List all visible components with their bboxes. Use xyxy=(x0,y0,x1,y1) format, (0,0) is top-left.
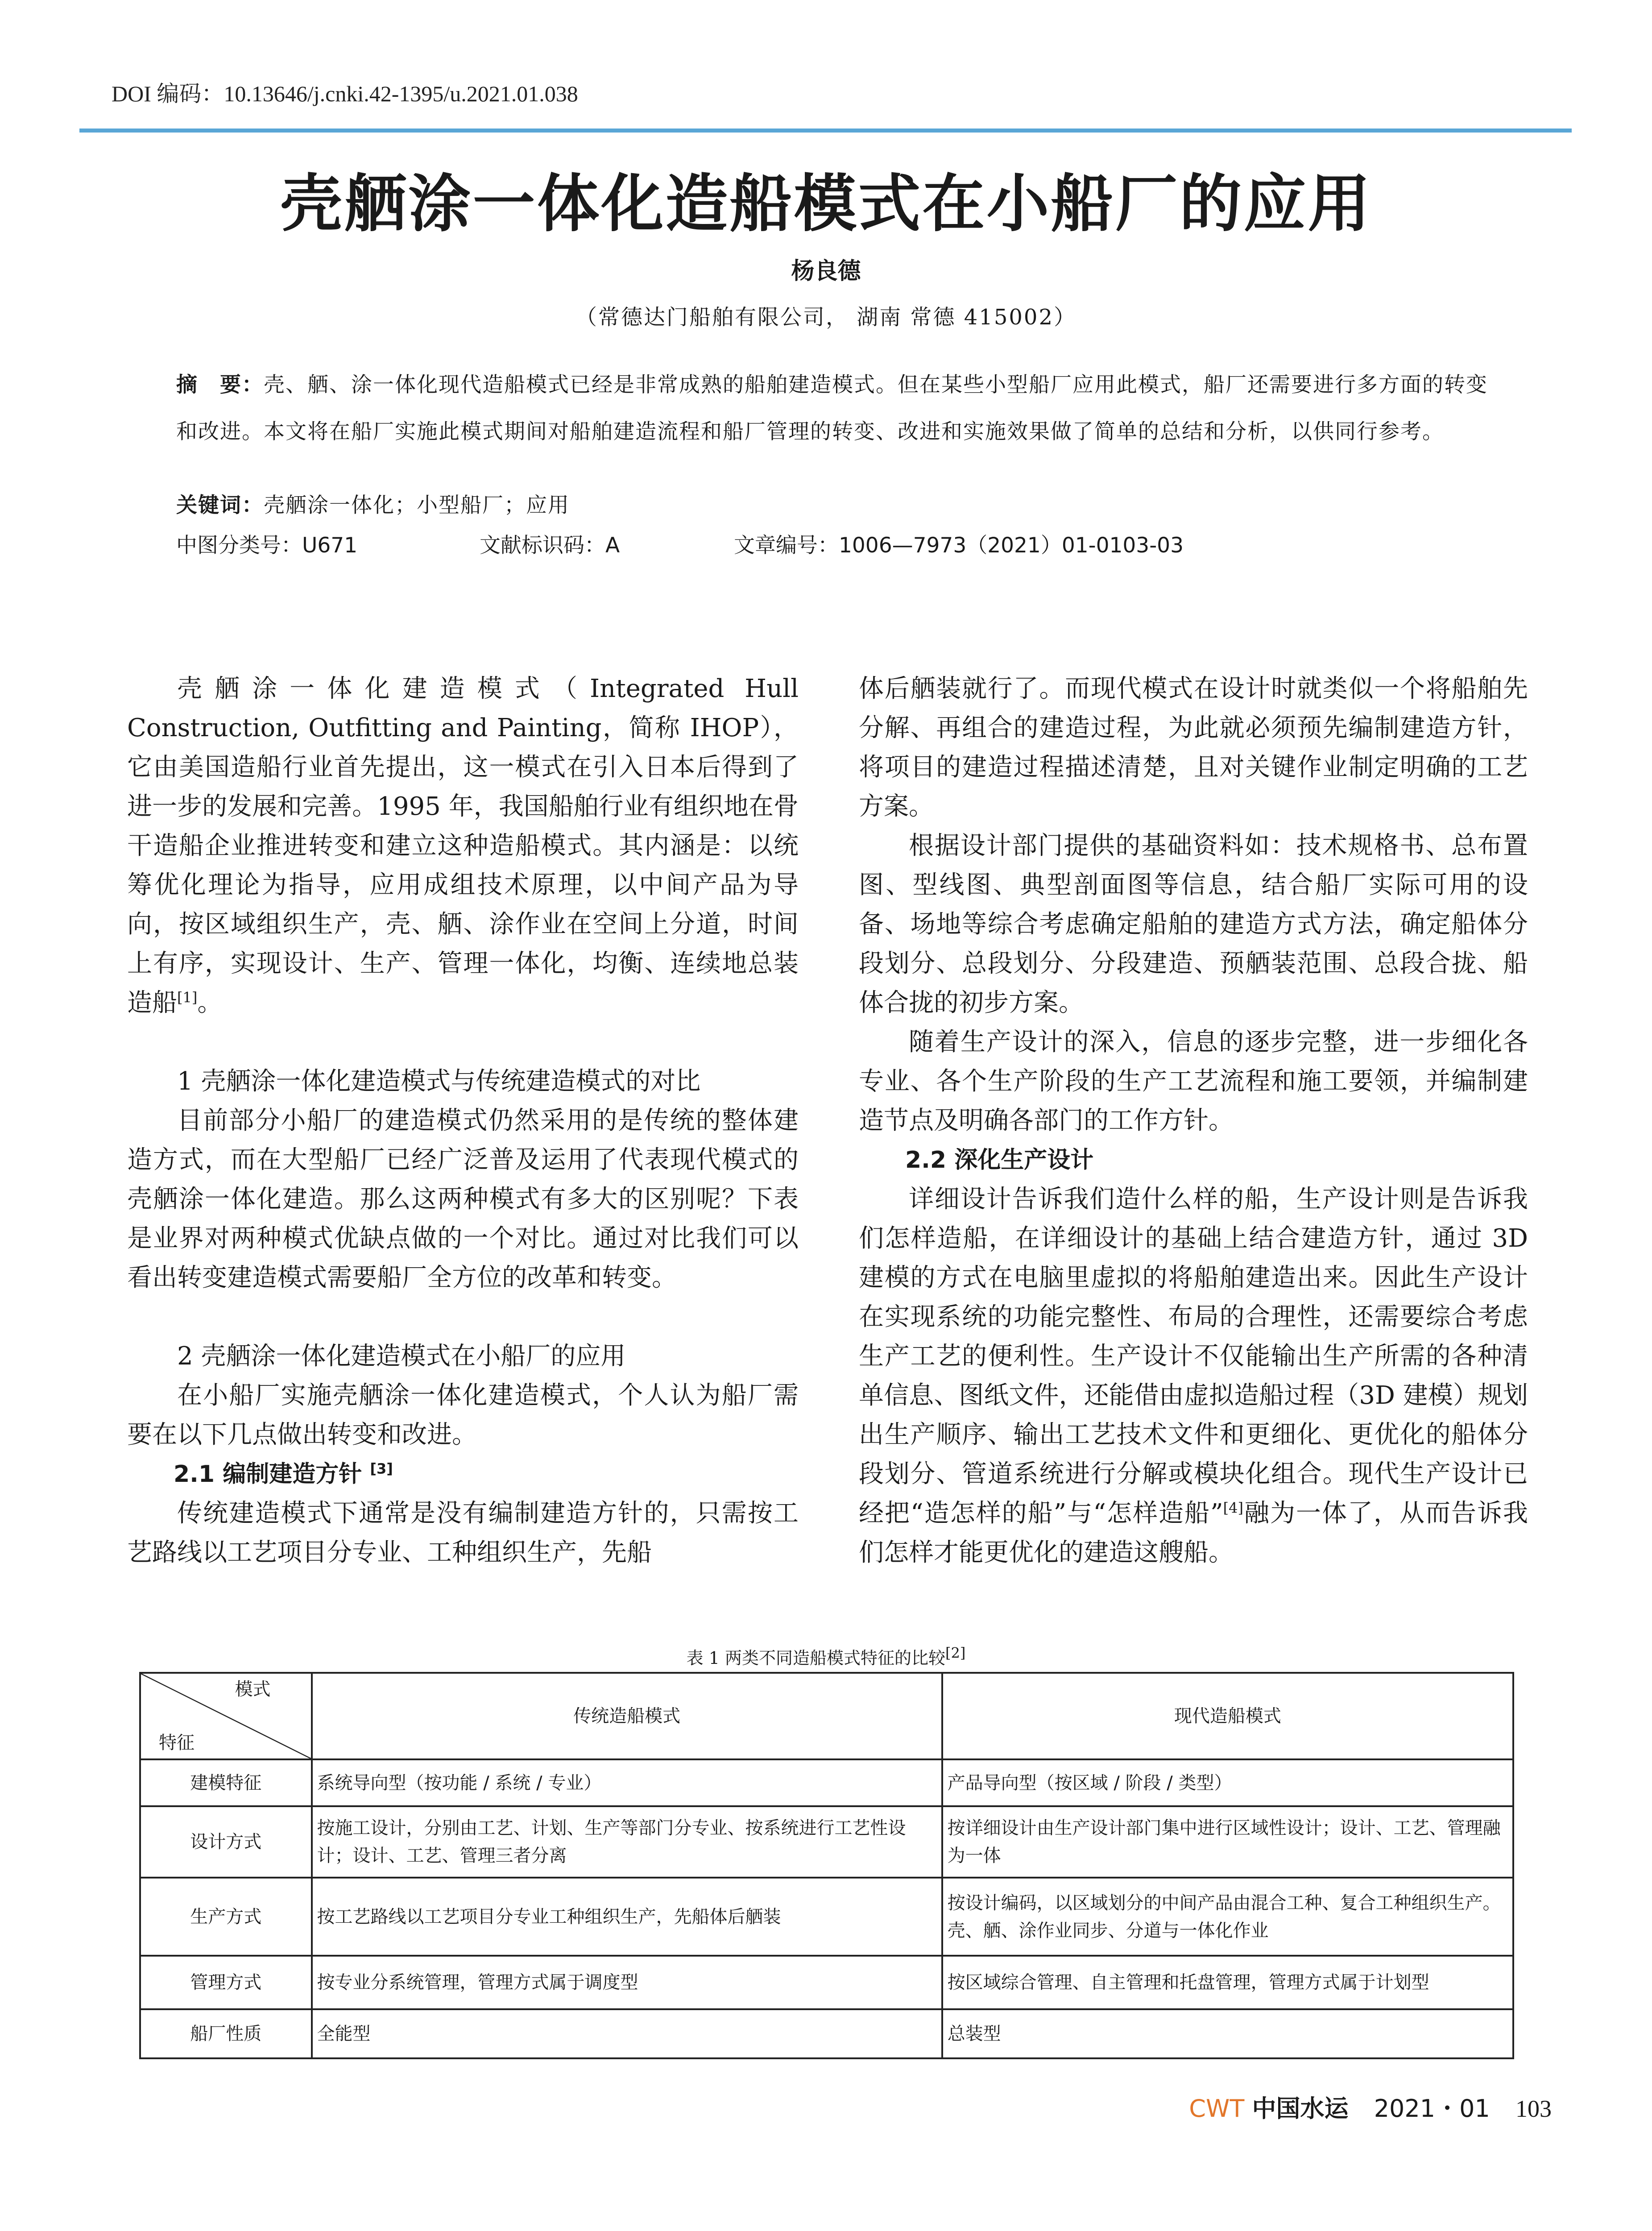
table-cell: 按施工设计，分别由工艺、计划、生产等部门分专业、按系统进行工艺性设计；设计、工艺、管理三者分离 xyxy=(312,1806,942,1878)
table-cell: 按专业分系统管理，管理方式属于调度型 xyxy=(312,1956,942,2009)
header-rule xyxy=(79,129,1572,133)
article-number: 文章编号：1006—7973（2021）01-0103-03 xyxy=(734,533,1184,558)
table-header-traditional: 传统造船模式 xyxy=(312,1673,942,1759)
corner-top-label: 模式 xyxy=(235,1679,271,1700)
doi-line: DOI 编码：10.13646/j.cnki.42-1395/u.2021.01.038 xyxy=(112,81,578,106)
table-cell-feature: 生产方式 xyxy=(140,1878,312,1956)
table-cell: 按区域综合管理、自主管理和托盘管理，管理方式属于计划型 xyxy=(942,1956,1513,2009)
classification-line xyxy=(176,529,1184,559)
table-cell: 按详细设计由生产设计部门集中进行区域性设计；设计、工艺、管理融为一体 xyxy=(942,1806,1513,1878)
abstract-label: 摘 要： xyxy=(176,373,264,397)
continued-paragraph: 体后舾装就行了。而现代模式在设计时就类似一个将船舶先分解、再组合的建造过程，为此就必须预先编制建造方针，将项目的建造过程描述清楚，且对关键作业制定明确的工艺方案。 xyxy=(859,674,1528,821)
section-2-2-heading: 2.2 深化生产设计 xyxy=(905,1147,1094,1174)
table-cell: 产品导向型（按区域 / 阶段 / 类型） xyxy=(942,1759,1513,1806)
paragraph: 根据设计部门提供的基础资料如：技术规格书、总布置图、型线图、典型剖面图等信息，结合船厂实际可用的设备、场地等综合考虑确定船舶的建造方式方法，确定船体分段划分、总段划分、分段建造、预舾装范围、总段合拢、船体合拢的初步方案。 xyxy=(859,831,1528,1017)
intro-paragraph: 壳舾涂一体化建造模式（Integrated Hull Construction, Outfitting and Painting，简称 IHOP），它由美国造船行业首先提出，这一模式在引入日本后得到了进一步的发展和完善。1995 年，我国船舶行业有组织地在骨干造船企业推进转变和建立这种造船模式。其内涵是：以统筹优化理论为指导，应用成组技术原理，以中间产品为导向，按区域组织生产，壳、舾、涂作业在空间上分道，时间上有序，实现设计、生产、管理一体化，均衡、连续地总装造船[1]。 xyxy=(127,674,799,1017)
table-header-modern: 现代造船模式 xyxy=(942,1673,1513,1759)
issue-number: 2021・01 xyxy=(1374,2094,1490,2123)
table-cell: 按工艺路线以工艺项目分专业工种组织生产，先船体后舾装 xyxy=(312,1878,942,1956)
table-cell-feature: 管理方式 xyxy=(140,1956,312,2009)
keywords-text: 壳舾涂一体化；小型船厂；应用 xyxy=(264,493,570,518)
table-corner-cell xyxy=(140,1673,312,1759)
author-name: 杨良德 xyxy=(791,258,861,285)
section-2-paragraph: 在小船厂实施壳舾涂一体化建造模式，个人认为船厂需要在以下几点做出转变和改进。 xyxy=(127,1381,799,1449)
affiliation: （常德达门船舶有限公司， 湖南 常德 415002） xyxy=(575,305,1076,330)
citation-ref: [4] xyxy=(1223,1499,1243,1517)
page-number: 103 xyxy=(1515,2095,1552,2122)
page-footer xyxy=(1189,2090,1552,2124)
table-cell-feature: 建模特征 xyxy=(140,1759,312,1806)
paragraph: 随着生产设计的深入，信息的逐步完整，进一步细化各专业、各个生产阶段的生产工艺流程和施工要领，并编制建造节点及明确各部门的工作方针。 xyxy=(859,1028,1528,1135)
abstract xyxy=(176,361,1492,455)
cwt-logo: CWT xyxy=(1189,2094,1245,2123)
section-2-heading: 2 壳舾涂一体化建造模式在小船厂的应用 xyxy=(177,1342,626,1371)
table-cell-feature: 设计方式 xyxy=(140,1806,312,1878)
journal-name: 中国水运 xyxy=(1252,2094,1349,2123)
abstract-text: 壳、舾、涂一体化现代造船模式已经是非常成熟的船舶建造模式。但在某些小型船厂应用此模式，船厂还需要进行多方面的转变和改进。本文将在船厂实施此模式期间对船舶建造流程和船厂管理的转变、改进和实施效果做了简单的总结和分析，以供同行参考。 xyxy=(176,373,1488,444)
keywords xyxy=(176,489,570,518)
corner-bottom-label: 特征 xyxy=(159,1733,195,1753)
citation-ref: [3] xyxy=(370,1460,393,1477)
comparison-table xyxy=(139,1672,1514,2059)
section-1-paragraph: 目前部分小船厂的建造模式仍然采用的是传统的整体建造方式，而在大型船厂已经广泛普及运用了代表现代模式的壳舾涂一体化建造。那么这两种模式有多大的区别呢？下表是业界对两种模式优缺点做的一个对比。通过对比我们可以看出转变建造模式需要船厂全方位的改革和转变。 xyxy=(127,1106,799,1292)
table-cell: 全能型 xyxy=(312,2009,942,2058)
table-row xyxy=(140,1878,1513,1956)
section-2-1-paragraph: 传统建造模式下通常是没有编制建造方针的，只需按工艺路线以工艺项目分专业、工种组织生产，先船 xyxy=(127,1499,799,1567)
keywords-label: 关键词： xyxy=(176,493,264,518)
table-cell-feature: 船厂性质 xyxy=(140,2009,312,2058)
right-column xyxy=(859,669,1528,1572)
paper-title: 壳舾涂一体化造船模式在小船厂的应用 xyxy=(280,167,1372,241)
document-code: 文献标识码：A xyxy=(480,533,620,558)
table-row xyxy=(140,2009,1513,2058)
table-cell: 系统导向型（按功能 / 系统 / 专业） xyxy=(312,1759,942,1806)
clc-number: 中图分类号：U671 xyxy=(176,533,358,558)
table-cell: 总装型 xyxy=(942,2009,1513,2058)
section-2-2-paragraph: 详细设计告诉我们造什么样的船，生产设计则是告诉我们怎样造船，在详细设计的基础上结合建造方针，通过 3D 建模的方式在电脑里虚拟的将船舶建造出来。因此生产设计在实现系统的功能完整性、布局的合理性，还需要综合考虑生产工艺的便利性。生产设计不仅能输出生产所需的各种清单信息、图纸文件，还能借由虚拟造船过程（3D 建模）规划出生产顺序、输出工艺技术文件和更细化、更优化的船体分段划分、管道系统进行分解或模块化组合。现代生产设计已经把“造怎样的船”与“怎样造船”[4]融为一体了，从而告诉我们怎样才能更优化的建造这艘船。 xyxy=(859,1185,1528,1567)
citation-ref: [1] xyxy=(177,989,198,1006)
table-row xyxy=(140,1806,1513,1878)
table-row xyxy=(140,1956,1513,2009)
section-2-1-heading: 2.1 编制建造方针 [3] xyxy=(174,1460,393,1488)
table-caption: 表 1 两类不同造船模式特征的比较[2] xyxy=(686,1644,966,1668)
table-row xyxy=(140,1759,1513,1806)
table-header-row xyxy=(140,1673,1513,1759)
table-cell: 按设计编码，以区域划分的中间产品由混合工种、复合工种组织生产。壳、舾、涂作业同步、分道与一体化作业 xyxy=(942,1878,1513,1956)
section-1-heading: 1 壳舾涂一体化建造模式与传统建造模式的对比 xyxy=(177,1067,701,1096)
left-column xyxy=(127,669,799,1572)
